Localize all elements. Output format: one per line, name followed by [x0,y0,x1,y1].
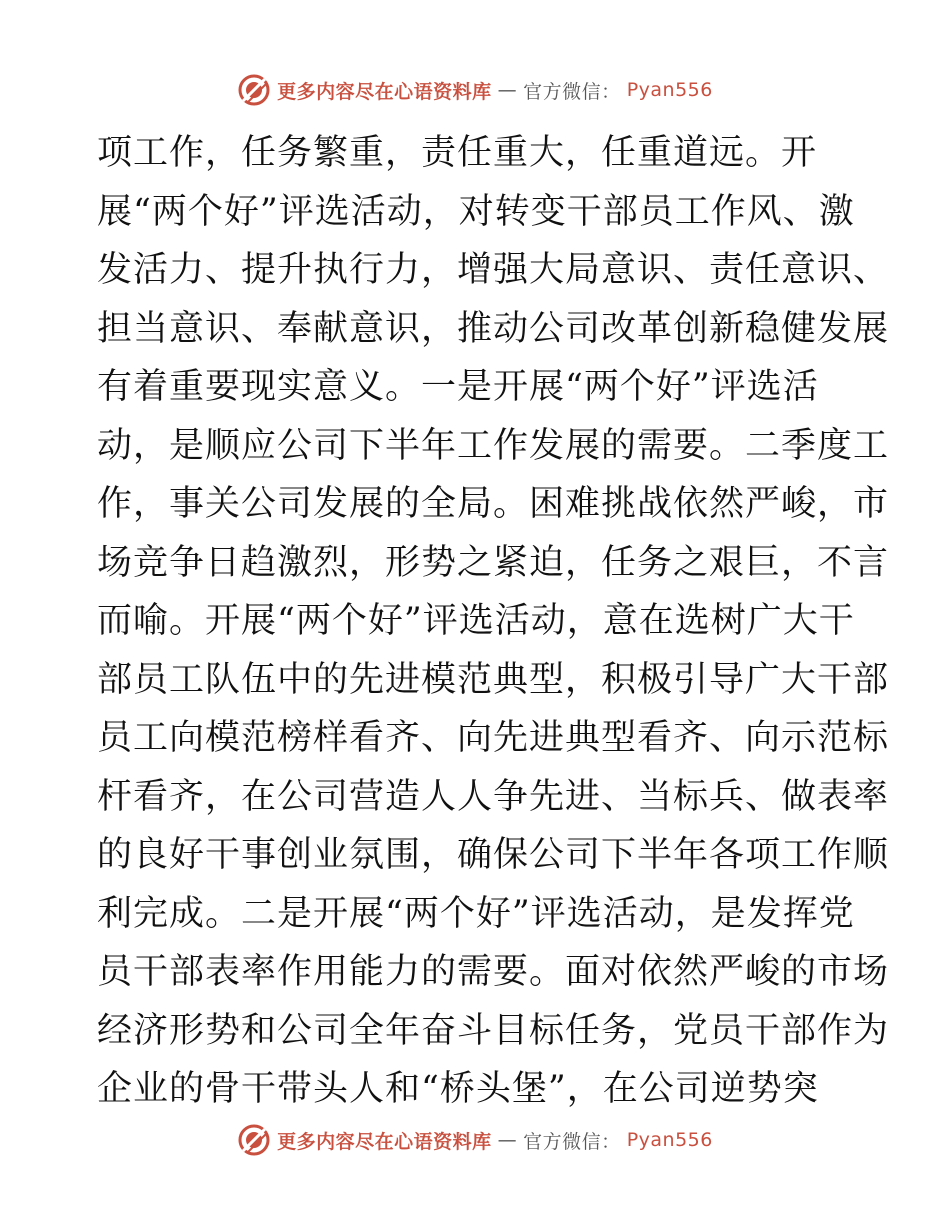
footer-wechat-id: Pyan556 [626,1129,713,1151]
footer-dash: — [497,1129,518,1151]
body-line: 担当意识、奉献意识，推动公司改革创新稳健发展 [97,308,890,349]
body-line: 员工向模范榜样看齐、向先进典型看齐、向示范标 [97,718,890,758]
body-line: 而喻。开展“两个好”评选活动，意在选树广大干 [97,601,855,641]
body-line: 发活力、提升执行力，增强大局意识、责任意识、 [97,250,890,290]
body-line: 作，事关公司发展的全局。困难挑战依然严峻，市 [97,484,890,524]
body-line: 有着重要现实意义。一是开展“两个好”评选活 [97,367,819,407]
logo-icon [237,73,271,107]
document-body [97,124,890,1119]
footer-banner-content [237,1123,713,1157]
body-line: 杆看齐，在公司营造人人争先进、当标兵、做表率 [97,776,890,817]
footer-banner [0,1120,950,1160]
header-banner [0,70,950,110]
body-line: 的良好干事创业氛围，确保公司下半年各项工作顺 [97,835,890,875]
header-site-text: 更多内容尽在心语资料库 [277,80,492,103]
body-line: 场竞争日趋激烈，形势之紧迫，任务之艰巨，不言 [97,542,890,583]
header-banner-content [237,73,713,107]
body-line: 部员工队伍中的先进模范典型，积极引导广大干部 [97,659,890,700]
header-dash: — [497,79,518,101]
body-line: 项工作，任务繁重，责任重大，任重道远。开 [97,133,818,173]
footer-official-label: 官方微信： [523,1130,621,1153]
body-line: 动，是顺应公司下半年工作发展的需要。二季度工 [97,425,890,466]
header-official-label: 官方微信： [523,80,621,103]
body-line: 利完成。二是开展“两个好”评选活动，是发挥党 [97,893,855,934]
logo-icon [237,1123,271,1157]
body-line: 经济形势和公司全年奋斗目标任务，党员干部作为 [97,1010,890,1051]
body-line: 展“两个好”评选活动，对转变干部员工作风、激 [97,191,855,232]
body-line: 员干部表率作用能力的需要。面对依然严峻的市场 [97,952,890,992]
footer-site-text: 更多内容尽在心语资料库 [277,1130,492,1153]
header-wechat-id: Pyan556 [626,79,713,101]
body-line: 企业的骨干带头人和“桥头堡”，在公司逆势突 [97,1069,819,1109]
